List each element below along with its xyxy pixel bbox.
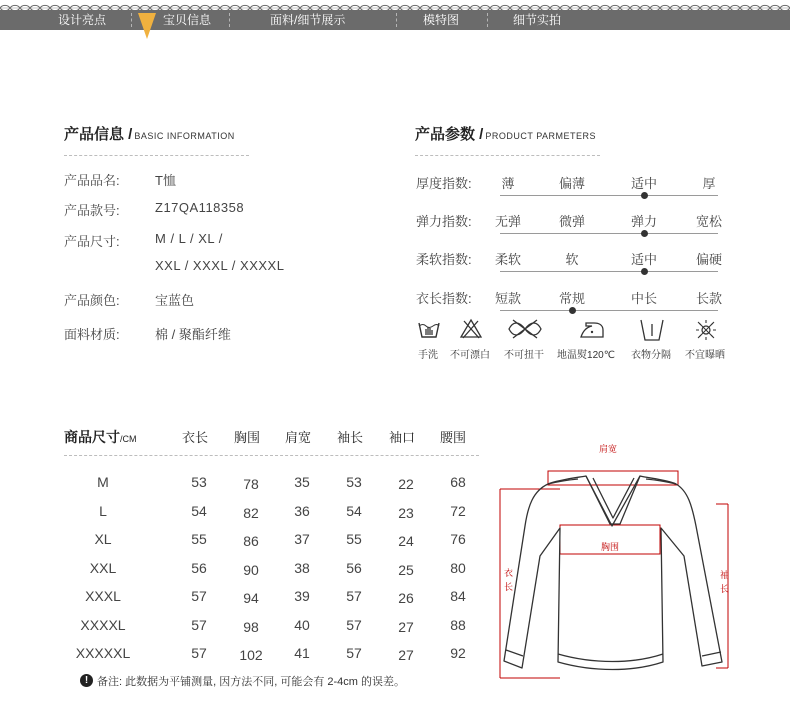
size-cell: XXXXXL [75, 645, 131, 661]
table-cell: 27 [398, 618, 414, 635]
table-cell: 57 [346, 616, 362, 633]
garment-measurement-diagram [498, 436, 742, 682]
param-label: 厚度指数: [416, 176, 472, 191]
table-cell: 53 [346, 474, 362, 490]
param-label: 弹力指数: [416, 214, 472, 229]
table-cell: 68 [450, 474, 466, 490]
no-sun-icon [693, 318, 719, 342]
col-header-shoulder: 肩宽 [285, 430, 312, 445]
param-label: 柔软指数: [416, 252, 472, 267]
table-cell: 55 [346, 531, 362, 547]
nav-separator [396, 13, 397, 27]
length-label-2: 长 [504, 582, 514, 592]
param-selected-dot [641, 192, 648, 199]
nav-item-model[interactable]: 模特图 [423, 13, 460, 27]
param-option: 长款 [695, 291, 723, 306]
table-cell: 24 [398, 533, 414, 549]
nav-item-design[interactable]: 设计亮点 [58, 13, 107, 27]
param-option: 适中 [630, 176, 658, 191]
care-label-separate: 衣物分隔 [631, 350, 671, 361]
table-cell: 54 [346, 502, 362, 519]
param-option: 常规 [558, 291, 586, 306]
table-cell: 56 [346, 559, 362, 576]
table-cell: 55 [191, 531, 207, 547]
table-cell: 22 [398, 476, 414, 492]
col-header-cuff: 袖口 [389, 430, 416, 445]
param-option: 软 [565, 252, 579, 267]
table-cell: 92 [450, 645, 466, 661]
sleeve-label-2: 长 [720, 584, 730, 594]
table-cell: 80 [450, 559, 466, 576]
nav-separator [487, 13, 488, 27]
table-cell: 36 [294, 502, 310, 519]
table-cell: 86 [243, 533, 259, 549]
table-cell: 37 [294, 531, 310, 547]
divider [415, 155, 600, 156]
length-label-1: 衣 [504, 568, 514, 578]
table-cell: 53 [191, 474, 207, 490]
nav-separator [229, 13, 230, 27]
hand-wash-icon [416, 318, 442, 340]
param-option: 无弹 [494, 214, 522, 229]
table-cell: 82 [243, 504, 259, 521]
nav-active-marker [138, 13, 156, 39]
table-cell: 88 [450, 616, 466, 633]
table-cell: 40 [294, 616, 310, 633]
name-label: 产品品名: [64, 173, 120, 188]
table-cell: 38 [294, 559, 310, 576]
material-value: 棉 / 聚酯纤维 [155, 327, 231, 342]
param-option: 偏硬 [695, 252, 723, 267]
nav-item-product-info[interactable]: 宝贝信息 [163, 13, 212, 27]
nav-bar [0, 10, 790, 30]
table-cell: 41 [294, 645, 310, 661]
param-option: 短款 [494, 291, 522, 306]
top-chain-border [0, 0, 790, 10]
name-value: T恤 [155, 173, 176, 188]
table-cell: 35 [294, 474, 310, 490]
table-cell: 23 [398, 504, 414, 521]
col-header-sleeve: 袖长 [337, 430, 364, 445]
param-option: 弹力 [630, 214, 658, 229]
table-cell: 57 [346, 645, 362, 661]
table-cell: 57 [191, 588, 207, 604]
param-scale-line [500, 271, 718, 272]
product-info-title-en: BASIC INFORMATION [134, 131, 235, 141]
product-info-title-cn: 产品信息 [64, 126, 125, 143]
size-cell: XXL [89, 559, 117, 576]
product-info-title: 产品信息 / BASIC INFORMATION [64, 126, 235, 143]
chest-label: 胸围 [601, 542, 620, 552]
size-value-line-2: XXL / XXXL / XXXXL [155, 258, 285, 273]
shoulder-width-label: 肩宽 [599, 444, 618, 454]
table-cell: 54 [191, 502, 207, 519]
no-wring-icon [504, 318, 546, 340]
param-option: 厚 [702, 176, 716, 191]
care-label-iron: 地温熨120℃ [557, 350, 615, 361]
table-cell: 26 [398, 590, 414, 606]
size-label: 产品尺寸: [64, 234, 120, 249]
size-cell: M [97, 474, 109, 490]
product-params-title: 产品参数 / PRODUCT PARMETERS [415, 126, 597, 143]
nav-item-fabric[interactable]: 面料/细节展示 [270, 13, 346, 27]
size-cell: XL [94, 531, 112, 547]
param-scale-line [500, 195, 718, 196]
size-table-unit: /CM [120, 434, 137, 444]
divider [64, 155, 249, 156]
col-header-chest: 胸围 [234, 430, 261, 445]
product-params-title-en: PRODUCT PARMETERS [485, 131, 597, 141]
exclamation-icon: ! [80, 674, 93, 687]
nav-separator [131, 13, 132, 27]
product-params-title-cn: 产品参数 [415, 126, 476, 143]
code-value: Z17QA118358 [155, 200, 245, 215]
size-table-title-text: 商品尺寸 [64, 429, 120, 445]
table-cell: 94 [243, 590, 259, 606]
param-option: 微弹 [558, 214, 586, 229]
param-label: 衣长指数: [416, 291, 472, 306]
no-bleach-icon [458, 318, 484, 340]
note-text: 备注: 此数据为平铺测量, 因方法不同, 可能会有 2-4cm 的误差。 [97, 676, 406, 688]
param-scale-line [500, 310, 718, 311]
table-cell: 76 [450, 531, 466, 547]
table-cell: 56 [191, 559, 207, 576]
iron-icon [577, 318, 607, 340]
table-cell: 84 [450, 588, 466, 604]
col-header-waist: 腰围 [440, 430, 467, 445]
material-label: 面料材质: [64, 327, 120, 342]
param-option: 薄 [501, 176, 515, 191]
table-cell: 57 [191, 616, 207, 633]
table-cell: 78 [243, 476, 259, 492]
param-option: 中长 [630, 291, 658, 306]
size-cell: XXXXL [80, 616, 126, 633]
color-label: 产品颜色: [64, 293, 120, 308]
table-cell: 27 [398, 647, 414, 663]
param-selected-dot [569, 307, 576, 314]
table-cell: 57 [346, 588, 362, 604]
separate-wash-icon [637, 318, 667, 342]
color-value: 宝蓝色 [155, 293, 195, 308]
table-divider [64, 455, 479, 456]
size-value-line-1: M / L / XL / [155, 231, 223, 246]
table-cell: 98 [243, 618, 259, 635]
param-option: 宽松 [695, 214, 723, 229]
table-cell: 102 [239, 647, 263, 663]
table-cell: 57 [191, 645, 207, 661]
col-header-length: 衣长 [182, 430, 209, 445]
size-cell: L [99, 502, 107, 519]
param-scale-line [500, 233, 718, 234]
table-cell: 39 [294, 588, 310, 604]
param-option: 适中 [630, 252, 658, 267]
table-cell: 72 [450, 502, 466, 519]
care-label-no-wring: 不可扭干 [504, 350, 544, 361]
table-cell: 90 [243, 561, 259, 578]
care-label-hand-wash: 手洗 [418, 350, 438, 361]
param-selected-dot [641, 268, 648, 275]
table-cell: 25 [398, 561, 414, 578]
care-label-no-bleach: 不可漂白 [450, 350, 490, 361]
nav-item-details[interactable]: 细节实拍 [513, 13, 562, 27]
code-label: 产品款号: [64, 203, 120, 218]
param-option: 柔软 [494, 252, 522, 267]
care-label-no-sun: 不宜曝晒 [685, 350, 725, 361]
param-option: 偏薄 [558, 176, 586, 191]
size-cell: XXXL [85, 588, 121, 604]
sleeve-label-1: 袖 [720, 570, 730, 580]
size-table-title [64, 427, 137, 447]
param-selected-dot [641, 230, 648, 237]
